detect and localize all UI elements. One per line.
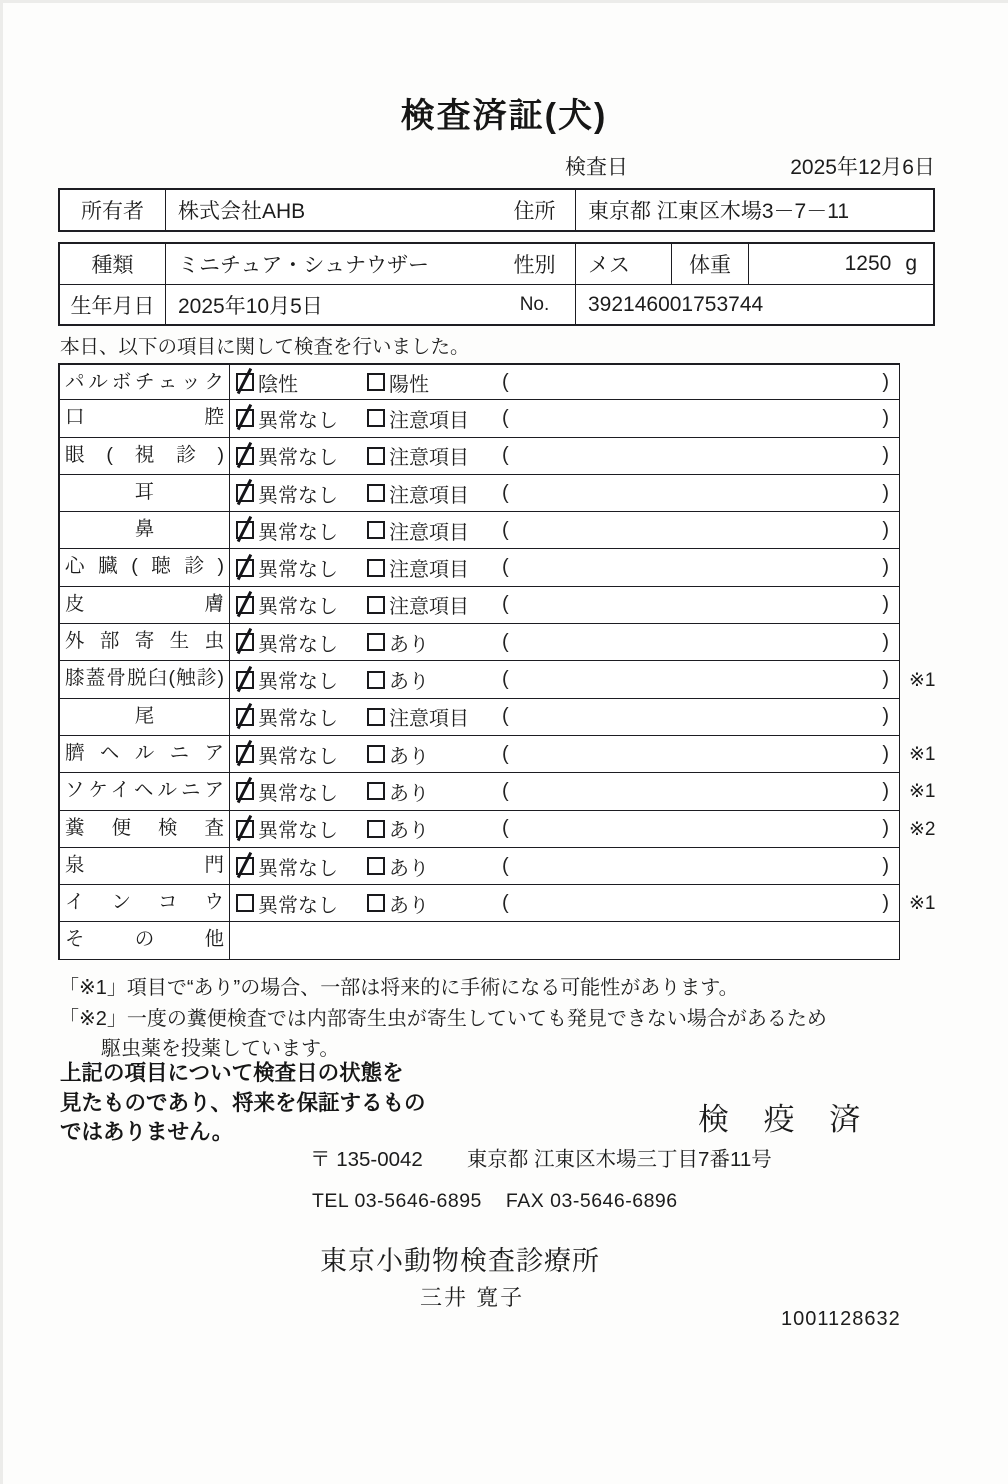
checkbox-icon bbox=[236, 559, 254, 577]
paren-open: ( bbox=[502, 556, 509, 579]
result-option-2-label: 注意項目 bbox=[389, 409, 469, 432]
result-option-1 bbox=[236, 441, 367, 470]
exam-row-footnote-mark bbox=[900, 699, 960, 736]
result-option-2-label: あり bbox=[389, 857, 429, 880]
checkbox-icon bbox=[236, 633, 254, 651]
exam-row-content bbox=[230, 365, 899, 399]
exam-row-footnote-mark bbox=[900, 438, 960, 475]
result-option-2-label: 注意項目 bbox=[389, 708, 469, 731]
paren-close: ) bbox=[882, 705, 889, 728]
exam-item-label: 臍ヘルニア bbox=[60, 736, 230, 772]
checkbox-icon bbox=[367, 708, 385, 726]
exam-item-label: 尾 bbox=[60, 699, 230, 735]
paren-close: ) bbox=[882, 481, 889, 504]
result-option-1-label: 異常なし bbox=[258, 409, 338, 432]
exam-row-inner bbox=[58, 699, 900, 736]
exam-row-inner bbox=[58, 811, 900, 848]
result-option-1-label: 異常なし bbox=[258, 708, 338, 731]
postal-code: 〒 135-0042 bbox=[310, 1148, 423, 1171]
checkbox-icon bbox=[367, 484, 385, 502]
exam-row bbox=[58, 400, 960, 437]
exam-row bbox=[58, 811, 960, 848]
exam-row-content bbox=[230, 512, 899, 548]
exam-row bbox=[58, 549, 960, 586]
checkbox-icon bbox=[236, 745, 254, 763]
checkbox-icon bbox=[236, 596, 254, 614]
result-option-2 bbox=[367, 852, 498, 881]
exam-row bbox=[58, 363, 960, 400]
exam-item-label: 泉門 bbox=[60, 848, 230, 884]
pet-row-2 bbox=[60, 284, 933, 324]
result-option-1-label: 陰性 bbox=[258, 373, 298, 396]
paren-close: ) bbox=[882, 668, 889, 691]
paren-close: ) bbox=[882, 742, 889, 765]
exam-row-content bbox=[230, 587, 899, 623]
birthdate-value: 2025年10月5日 bbox=[178, 294, 323, 318]
checkbox-icon bbox=[367, 373, 385, 391]
result-option-1-label: 異常なし bbox=[258, 521, 338, 544]
result-option-2 bbox=[367, 590, 498, 619]
result-option-2-label: あり bbox=[389, 671, 429, 694]
result-option-2-label: あり bbox=[389, 820, 429, 843]
result-option-1-label: 異常なし bbox=[258, 447, 338, 470]
owner-value: 株式会社AHB bbox=[178, 200, 306, 223]
result-option-1 bbox=[236, 590, 367, 619]
paren-open: ( bbox=[502, 779, 509, 802]
paren-open: ( bbox=[502, 481, 509, 504]
clinic-name: 東京小動物検査診療所 bbox=[320, 1246, 600, 1276]
result-option-2-label: あり bbox=[389, 894, 429, 917]
result-option-1 bbox=[236, 404, 367, 433]
result-option-1 bbox=[236, 777, 367, 806]
exam-row bbox=[58, 885, 960, 922]
checkbox-icon bbox=[236, 782, 254, 800]
result-option-1 bbox=[236, 852, 367, 881]
remarks-field bbox=[498, 482, 899, 505]
paren-close: ) bbox=[882, 630, 889, 653]
checkbox-icon bbox=[367, 596, 385, 614]
exam-row bbox=[58, 773, 960, 810]
exam-row-inner bbox=[58, 549, 900, 586]
remarks-field bbox=[498, 631, 899, 654]
checkbox-icon bbox=[367, 447, 385, 465]
paren-close: ) bbox=[882, 854, 889, 877]
remarks-field bbox=[498, 593, 899, 616]
veterinarian-name: 三井 寛子 bbox=[420, 1285, 525, 1310]
exam-row-footnote-mark bbox=[900, 363, 960, 400]
exam-row-footnote-mark bbox=[900, 922, 960, 959]
paren-close: ) bbox=[882, 779, 889, 802]
remarks-field bbox=[498, 407, 899, 430]
exam-row-footnote-mark bbox=[900, 475, 960, 512]
paren-close: ) bbox=[882, 444, 889, 467]
exam-row-content bbox=[230, 811, 899, 847]
paren-open: ( bbox=[502, 630, 509, 653]
exam-row bbox=[58, 624, 960, 661]
paren-close: ) bbox=[882, 891, 889, 914]
exam-row-content bbox=[230, 773, 899, 809]
result-option-1 bbox=[236, 889, 367, 918]
remarks-field bbox=[498, 668, 899, 691]
exam-row-content bbox=[230, 438, 899, 474]
checkbox-icon bbox=[236, 894, 254, 912]
exam-row-footnote-mark: ※1 bbox=[909, 669, 936, 691]
owner-row bbox=[60, 190, 933, 230]
paren-close: ) bbox=[882, 817, 889, 840]
paren-close: ) bbox=[882, 593, 889, 616]
birthdate-label: 生年月日 bbox=[60, 285, 166, 324]
result-option-2 bbox=[367, 368, 498, 397]
result-option-1-label: 異常なし bbox=[258, 484, 338, 507]
exam-row-footnote-mark: ※1 bbox=[909, 781, 936, 803]
result-option-1-label: 異常なし bbox=[258, 782, 338, 805]
quarantine-stamp: 検 疫 済 bbox=[698, 1102, 874, 1137]
paren-close: ) bbox=[882, 556, 889, 579]
exam-row-content bbox=[230, 400, 899, 436]
result-option-2 bbox=[367, 441, 498, 470]
exam-row-inner bbox=[58, 587, 900, 624]
footnote-1: 「※1」項目で“あり”の場合、一部は将来的に手術になる可能性があります。 bbox=[59, 977, 739, 999]
result-option-2-label: あり bbox=[389, 782, 429, 805]
owner-table bbox=[58, 188, 935, 232]
footnote-2-continued: 駆虫薬を投薬しています。 bbox=[101, 1038, 340, 1060]
checkbox-icon bbox=[236, 484, 254, 502]
result-option-2 bbox=[367, 479, 498, 508]
exam-row-footnote-mark bbox=[900, 400, 960, 437]
exam-row-content bbox=[230, 699, 899, 735]
exam-row bbox=[58, 661, 960, 698]
exam-table bbox=[58, 363, 960, 960]
result-option-2 bbox=[367, 516, 498, 545]
exam-row-footnote-mark bbox=[900, 587, 960, 624]
result-option-1 bbox=[236, 479, 367, 508]
result-option-2 bbox=[367, 665, 498, 694]
result-option-1-label: 異常なし bbox=[258, 857, 338, 880]
exam-row-footnote-mark: ※2 bbox=[909, 818, 936, 840]
checkbox-icon bbox=[236, 708, 254, 726]
weight-unit: g bbox=[905, 252, 917, 275]
paren-open: ( bbox=[502, 705, 509, 728]
exam-item-label: 糞便検査 bbox=[60, 811, 230, 847]
owner-label: 所有者 bbox=[60, 190, 166, 230]
disclaimer-line-1: 上記の項目について検査日の状態を bbox=[60, 1061, 404, 1085]
exam-row-content bbox=[230, 549, 899, 585]
exam-row bbox=[58, 512, 960, 549]
checkbox-icon bbox=[236, 409, 254, 427]
exam-row-inner bbox=[58, 400, 900, 437]
exam-row bbox=[58, 848, 960, 885]
result-option-1 bbox=[236, 665, 367, 694]
paren-open: ( bbox=[502, 593, 509, 616]
result-option-1-label: 異常なし bbox=[258, 596, 338, 619]
breed-label: 種類 bbox=[60, 244, 166, 284]
result-option-1-label: 異常なし bbox=[258, 559, 338, 582]
footnote-2: 「※2」一度の糞便検査では内部寄生虫が寄生していても発見できない場合があるため bbox=[59, 1007, 827, 1030]
checkbox-icon bbox=[236, 447, 254, 465]
exam-row-footnote-mark bbox=[900, 624, 960, 661]
paren-close: ) bbox=[882, 370, 889, 393]
result-option-1-label: 異常なし bbox=[258, 820, 338, 843]
result-option-2-label: 陽性 bbox=[389, 373, 429, 396]
disclaimer-line-2: 見たものであり、将来を保証するもの bbox=[60, 1090, 426, 1115]
exam-row bbox=[58, 922, 960, 959]
exam-item-label: インコウ bbox=[60, 885, 230, 921]
exam-row-footnote-mark bbox=[900, 848, 960, 885]
exam-row-content bbox=[230, 624, 899, 660]
exam-row-inner bbox=[58, 661, 900, 698]
result-option-1-label: 異常なし bbox=[258, 894, 338, 917]
result-option-1 bbox=[236, 740, 367, 769]
result-option-2-label: 注意項目 bbox=[389, 559, 469, 582]
exam-item-label: パルボチェック bbox=[60, 365, 230, 399]
exam-row-inner bbox=[58, 848, 900, 885]
tel-number: TEL 03-5646-6895 bbox=[312, 1190, 482, 1212]
sex-label: 性別 bbox=[494, 244, 576, 284]
exam-row-footnote-mark: ※1 bbox=[909, 893, 936, 915]
exam-row bbox=[58, 475, 960, 512]
clinic-postal-line bbox=[310, 1142, 772, 1172]
exam-row-inner bbox=[58, 736, 900, 773]
exam-row-inner bbox=[58, 512, 900, 549]
exam-item-label: 眼(視診) bbox=[60, 438, 230, 474]
exam-row-inner bbox=[58, 773, 900, 810]
result-option-1 bbox=[236, 516, 367, 545]
clinic-phone-line bbox=[312, 1190, 678, 1213]
exam-row bbox=[58, 438, 960, 475]
result-option-1 bbox=[236, 553, 367, 582]
exam-row-inner bbox=[58, 363, 900, 400]
result-option-2 bbox=[367, 889, 498, 918]
checkbox-icon bbox=[367, 671, 385, 689]
remarks-field bbox=[498, 371, 899, 394]
remarks-field bbox=[498, 817, 899, 840]
checkbox-icon bbox=[367, 745, 385, 763]
address-value: 東京都 江東区木場3－7－11 bbox=[588, 200, 849, 223]
exam-row bbox=[58, 587, 960, 624]
exam-row-content bbox=[230, 848, 899, 884]
weight-label: 体重 bbox=[671, 244, 749, 284]
exam-item-label: 鼻 bbox=[60, 512, 230, 548]
weight-value: 1250 bbox=[844, 252, 892, 275]
result-option-1-label: 異常なし bbox=[258, 745, 338, 768]
result-option-2-label: あり bbox=[389, 745, 429, 768]
exam-row-inner bbox=[58, 438, 900, 475]
checkbox-icon bbox=[367, 782, 385, 800]
result-option-2 bbox=[367, 777, 498, 806]
weight-value-cell bbox=[749, 244, 933, 284]
exam-row-inner bbox=[58, 475, 900, 512]
paren-open: ( bbox=[502, 854, 509, 877]
result-option-1 bbox=[236, 702, 367, 731]
exam-item-label: 口腔 bbox=[60, 400, 230, 436]
exam-item-label: 膝蓋骨脱臼(触診) bbox=[60, 661, 230, 697]
exam-row-inner bbox=[58, 624, 900, 661]
paren-open: ( bbox=[502, 817, 509, 840]
checkbox-icon bbox=[236, 373, 254, 391]
result-option-1-label: 異常なし bbox=[258, 633, 338, 656]
exam-row-content bbox=[230, 661, 899, 697]
exam-row bbox=[58, 736, 960, 773]
remarks-field bbox=[498, 780, 899, 803]
exam-item-label: 心臓(聴診) bbox=[60, 549, 230, 585]
remarks-field bbox=[498, 444, 899, 467]
paren-close: ) bbox=[882, 406, 889, 429]
pet-table bbox=[58, 242, 935, 326]
exam-item-label: ソケイヘルニア bbox=[60, 773, 230, 809]
result-option-1 bbox=[236, 814, 367, 843]
serial-number: 1001128632 bbox=[781, 1308, 901, 1330]
exam-item-label: 皮膚 bbox=[60, 587, 230, 623]
exam-row-content bbox=[230, 885, 899, 921]
result-option-2 bbox=[367, 553, 498, 582]
number-value: 392146001753744 bbox=[588, 292, 764, 316]
result-option-1 bbox=[236, 368, 367, 397]
intro-text: 本日、以下の項目に関して検査を行いました。 bbox=[60, 336, 470, 358]
checkbox-icon bbox=[367, 820, 385, 838]
result-option-1 bbox=[236, 628, 367, 657]
exam-row-content bbox=[230, 736, 899, 772]
checkbox-icon bbox=[367, 559, 385, 577]
result-option-2 bbox=[367, 702, 498, 731]
result-option-2-label: 注意項目 bbox=[389, 447, 469, 470]
exam-item-label: 外部寄生虫 bbox=[60, 624, 230, 660]
clinic-address: 東京都 江東区木場三丁目7番11号 bbox=[466, 1148, 772, 1171]
exam-row-content bbox=[230, 922, 899, 958]
sex-value: メス bbox=[588, 254, 630, 277]
paren-open: ( bbox=[502, 406, 509, 429]
exam-row-footnote-mark bbox=[900, 512, 960, 549]
breed-value: ミニチュア・シュナウザー bbox=[178, 254, 429, 277]
paren-open: ( bbox=[502, 518, 509, 541]
checkbox-icon bbox=[236, 820, 254, 838]
result-option-2-label: あり bbox=[389, 633, 429, 656]
remarks-field bbox=[498, 519, 899, 542]
result-option-2 bbox=[367, 628, 498, 657]
exam-row-footnote-mark bbox=[900, 549, 960, 586]
remarks-field bbox=[498, 556, 899, 579]
disclaimer bbox=[60, 1059, 426, 1148]
checkbox-icon bbox=[236, 671, 254, 689]
remarks-field bbox=[498, 705, 899, 728]
checkbox-icon bbox=[236, 857, 254, 875]
result-option-2 bbox=[367, 404, 498, 433]
disclaimer-line-3: ではありません。 bbox=[60, 1120, 234, 1144]
paren-open: ( bbox=[502, 742, 509, 765]
remarks-field bbox=[498, 892, 899, 915]
checkbox-icon bbox=[367, 409, 385, 427]
paren-open: ( bbox=[502, 668, 509, 691]
exam-row-inner bbox=[58, 922, 900, 959]
paren-open: ( bbox=[502, 891, 509, 914]
exam-row-inner bbox=[58, 885, 900, 922]
paren-close: ) bbox=[882, 518, 889, 541]
document-title: 検査済証(犬) bbox=[400, 97, 608, 135]
inspection-date-label: 検査日 bbox=[565, 156, 628, 179]
checkbox-icon bbox=[367, 894, 385, 912]
result-option-2-label: 注意項目 bbox=[389, 596, 469, 619]
footnotes bbox=[59, 973, 827, 1065]
exam-item-label: その他 bbox=[60, 922, 230, 958]
checkbox-icon bbox=[367, 521, 385, 539]
checkbox-icon bbox=[236, 521, 254, 539]
inspection-date-value: 2025年12月6日 bbox=[790, 156, 935, 179]
address-label: 住所 bbox=[494, 190, 576, 230]
paren-open: ( bbox=[502, 444, 509, 467]
result-option-2 bbox=[367, 814, 498, 843]
remarks-field bbox=[498, 855, 899, 878]
paren-open: ( bbox=[502, 370, 509, 393]
exam-row-footnote-mark: ※1 bbox=[909, 744, 936, 766]
pet-row-1 bbox=[60, 244, 933, 284]
number-label: No. bbox=[494, 285, 576, 324]
checkbox-icon bbox=[367, 633, 385, 651]
result-option-1-label: 異常なし bbox=[258, 671, 338, 694]
result-option-2 bbox=[367, 740, 498, 769]
fax-number: FAX 03-5646-6896 bbox=[505, 1190, 678, 1212]
exam-item-label: 耳 bbox=[60, 475, 230, 511]
checkbox-icon bbox=[367, 857, 385, 875]
result-option-2-label: 注意項目 bbox=[389, 484, 469, 507]
result-option-2-label: 注意項目 bbox=[389, 521, 469, 544]
remarks-field bbox=[498, 743, 899, 766]
exam-row-content bbox=[230, 475, 899, 511]
exam-row bbox=[58, 699, 960, 736]
